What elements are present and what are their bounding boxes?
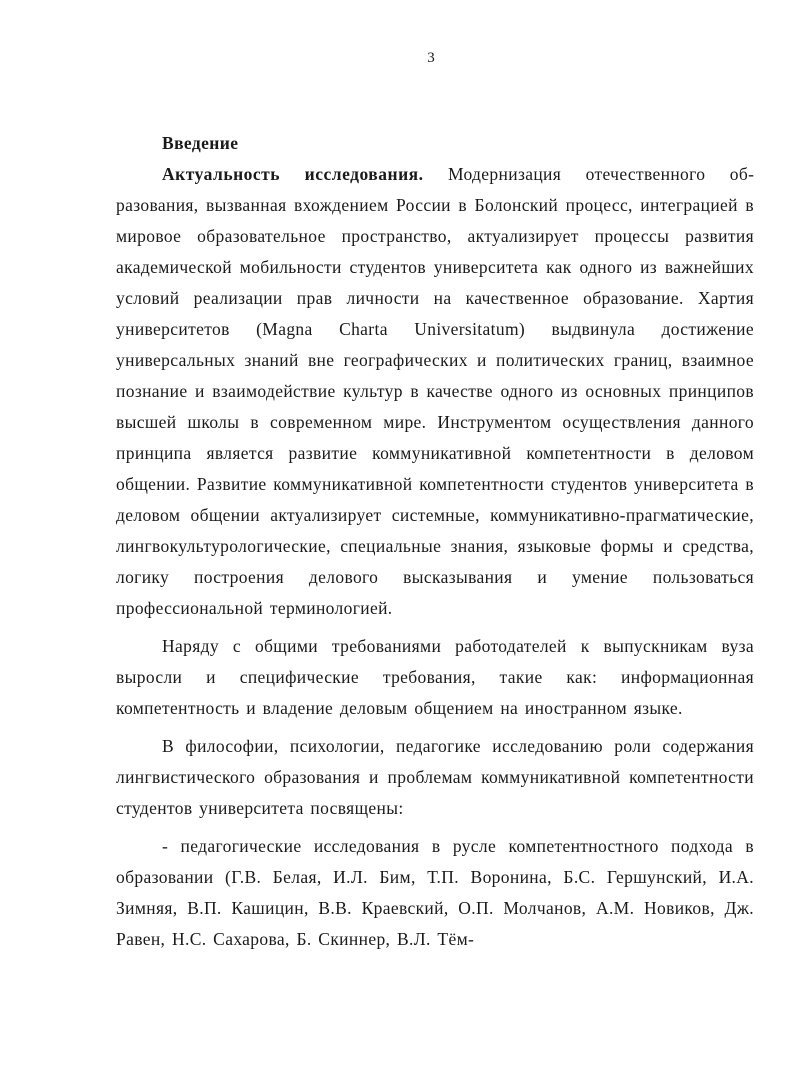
paragraph-research-fields xyxy=(116,731,754,824)
paragraph-relevance xyxy=(116,159,754,624)
section-heading: Введение xyxy=(162,133,239,153)
paragraph-text: - педагогические исследования в русле компетентностного подхода в образовании (Г.В. Белая, И.Л. Бим, Т.П. Воронина, Б.С. Гершунский, И.А. Зимняя, В.П. Кашицин, В.В. Краевский, О.П. Молчанов, А.М. Новиков, Дж. Равен, Н.С. Сахарова, Б. Скиннер, В.Л. Тём- xyxy=(116,836,754,949)
document-body xyxy=(116,128,754,955)
paragraph-text: В философии, психологии, педагогике исследованию роли содержания лингвистического образования и проблемам коммуникативной компетентности студентов университета посвящены: xyxy=(116,736,754,818)
paragraph-employers xyxy=(116,631,754,724)
paragraph-text: Модернизация отечественного образования, вызванная вхождением России в Болонский процесс, интеграцией в мировое образовательное пространство, актуализирует процессы развития академической мобильности студентов университета как одного из важнейших условий реализации прав личности на качественное образование. Хартия университетов (Magna Charta Universitatum) выдвинула достижение универсальных знаний вне географических и политических границ, взаимное познание и взаимодействие культур в качестве одного из основных принципов высшей школы в современном мире. Инструментом осуществления данного принципа является развитие коммуникативной компетентности в деловом общении. Развитие коммуникативной компетентности студентов университета в деловом общении актуализирует системные, коммуникативно-прагматические, лингвокультурологические, специальные знания, языковые формы и средства, логику построения делового высказывания и умение пользоваться профессиональной терминологией. xyxy=(116,164,754,618)
paragraph-pedagogical-studies xyxy=(116,831,754,955)
paragraph-lead: Актуальность исследования. xyxy=(162,164,424,184)
paragraph-text: Наряду с общими требованиями работодателей к выпускникам вуза выросли и специфические требования, такие как: информационная компетентность и владение деловым общением на иностранном языке. xyxy=(116,636,754,718)
page-number: 3 xyxy=(427,50,435,66)
